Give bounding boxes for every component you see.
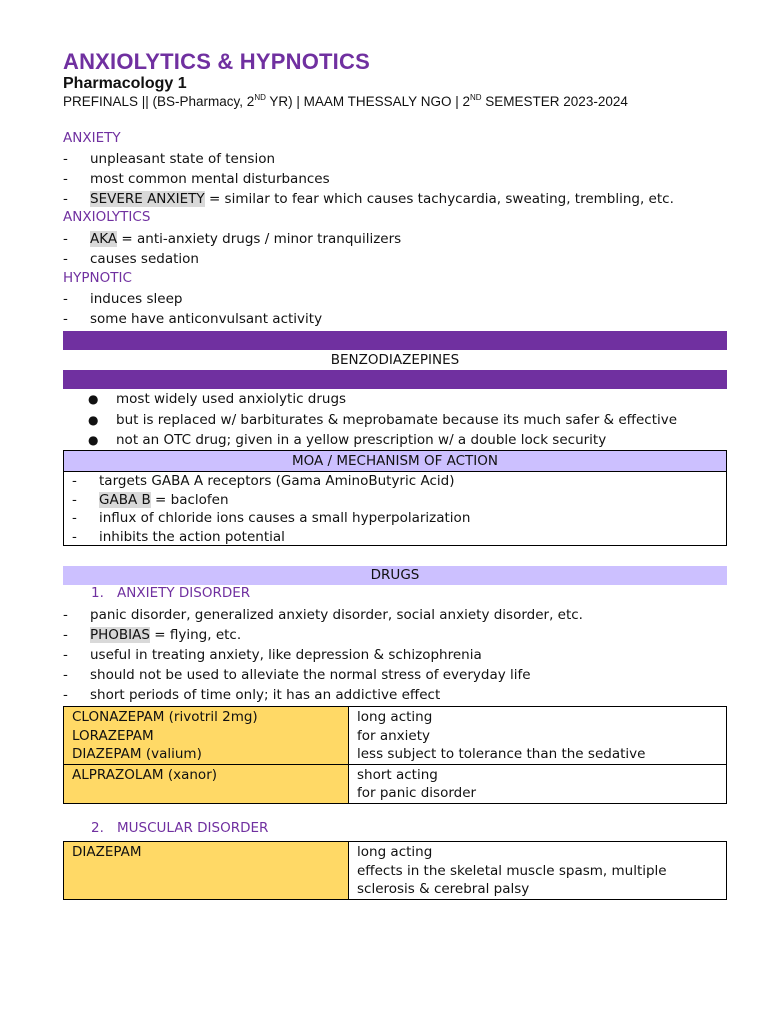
bullet-glyph: ● [88,392,99,406]
subsection-heading-muscular-disorder [91,820,268,836]
table-cell-drug [64,764,349,803]
anxiety-drugs-table [63,706,727,804]
list-item [63,229,401,249]
anxiolytics-list [63,229,401,269]
highlighted-term: PHOBIAS [90,627,150,643]
dash-glyph: - [63,311,68,327]
list-item [63,625,583,645]
list-item [63,645,583,665]
dash-glyph: - [63,231,68,247]
list-item-text: short periods of time only; it has an addictive effect [90,687,441,703]
dash-glyph: - [63,667,68,683]
hypnotic-list [63,289,322,329]
moa-heading: MOA / MECHANISM OF ACTION [64,451,726,472]
drug-note: for anxiety [357,727,431,744]
meta-text: YR) | MAAM THESSALY NGO | 2 [265,94,470,109]
list-item-text: = anti-anxiety drugs / minor tranquilizers [117,231,402,247]
drug-note: less subject to tolerance than the sedative [357,746,646,762]
document-subtitle: Pharmacology 1 [63,75,187,92]
list-item [88,389,677,410]
list-item-text: inhibits the action potential [99,528,285,545]
subsection-number: 1. [91,585,104,601]
benzodiazepines-bullets [88,389,677,451]
drug-note: for panic disorder [357,785,477,801]
drug-name: CLONAZEPAM (rivotril 2mg) [72,709,258,725]
subsection-label: MUSCULAR DISORDER [117,820,269,836]
list-item-text: useful in treating anxiety, like depression & schizophrenia [90,647,482,663]
section-heading-drugs: DRUGS [63,566,727,585]
table-cell-notes [349,842,727,900]
subsection-heading-anxiety-disorder [91,585,250,601]
dash-glyph: - [63,251,68,267]
anxiety-list [63,149,674,209]
list-item [63,685,583,705]
list-item-text: most common mental disturbances [90,171,330,187]
table-cell-drug [64,842,349,900]
drug-note: sclerosis & cerebral palsy [357,881,530,897]
drug-note: short acting [357,766,438,783]
drug-note: long acting [357,844,433,860]
dash-glyph: - [63,607,68,623]
table-row [64,764,727,803]
section-heading-hypnotic: HYPNOTIC [63,270,132,286]
highlighted-term: AKA [90,231,118,247]
dash-glyph: - [63,191,68,207]
table-cell-notes [349,707,727,765]
dash-glyph: - [63,687,68,703]
list-item [63,605,583,625]
anxiety-disorder-list [63,605,583,705]
highlighted-term: SEVERE ANXIETY [90,191,205,207]
subsection-number: 2. [91,820,104,836]
purple-divider-bottom [63,370,727,389]
list-item-text: causes sedation [90,251,199,267]
dash-glyph: - [72,510,77,526]
dash-glyph: - [63,151,68,167]
list-item-text: = baclofen [150,491,229,508]
list-item [88,430,677,451]
document-meta [63,93,628,109]
document-title: ANXIOLYTICS & HYPNOTICS [63,49,370,74]
list-item [63,309,322,329]
table-row [64,842,727,900]
list-item [72,509,726,528]
list-item-text: some have anticonvulsant activity [90,311,323,327]
list-item-text: should not be used to alleviate the normal stress of everyday life [90,667,531,683]
moa-list [64,472,726,546]
subsection-label: ANXIETY DISORDER [117,585,251,601]
list-item [63,169,674,189]
list-item-text: influx of chloride ions causes a small hyperpolarization [99,510,471,526]
list-item-text: but is replaced w/ barbiturates & meprobamate because its much safer & effective [116,411,678,428]
drug-note: long acting [357,709,433,725]
section-heading-anxiolytics: ANXIOLYTICS [63,209,151,225]
dash-glyph: - [72,528,77,545]
dash-glyph: - [72,473,77,489]
dash-glyph: - [63,291,68,307]
section-heading-benzodiazepines: BENZODIAZEPINES [330,352,460,368]
list-item-text: panic disorder, generalized anxiety disorder, social anxiety disorder, etc. [90,607,583,623]
list-item [72,472,726,491]
dash-glyph: - [72,491,77,508]
muscular-drugs-table [63,841,727,900]
dash-glyph: - [63,171,68,187]
moa-box [63,450,727,546]
list-item [72,528,726,547]
drug-name: DIAZEPAM (valium) [72,746,202,762]
list-item-text: not an OTC drug; given in a yellow prescription w/ a double lock security [116,432,607,448]
meta-sup: ND [469,93,482,102]
table-cell-notes [349,764,727,803]
dash-glyph: - [63,647,68,663]
table-cell-drug [64,707,349,765]
bullet-glyph: ● [88,412,99,427]
drug-name: LORAZEPAM [72,727,154,744]
list-item-text: most widely used anxiolytic drugs [116,391,347,407]
list-item-text: = similar to fear which causes tachycardia, sweating, trembling, etc. [204,191,674,207]
drug-name: DIAZEPAM [72,844,142,860]
table-row [64,707,727,765]
meta-text: PREFINALS || (BS-Pharmacy, 2 [63,94,255,109]
list-item-text: = flying, etc. [149,627,242,643]
list-item-text: induces sleep [90,291,183,307]
list-item [63,149,674,169]
drug-name: ALPRAZOLAM (xanor) [72,766,218,783]
list-item-text: targets GABA A receptors (Gama AminoButyric Acid) [99,473,455,489]
list-item [63,189,674,209]
list-item [63,289,322,309]
dash-glyph: - [63,627,68,643]
bullet-glyph: ● [88,433,99,447]
list-item [88,410,677,431]
meta-text: SEMESTER 2023-2024 [481,94,628,109]
meta-sup: ND [254,93,266,102]
list-item [72,491,726,510]
list-item-text: unpleasant state of tension [90,151,276,167]
purple-divider-top [63,331,727,350]
list-item [63,665,583,685]
list-item [63,249,401,269]
highlighted-term: GABA B [99,491,151,508]
section-heading-anxiety: ANXIETY [63,130,121,146]
drug-note: effects in the skeletal muscle spasm, multiple [357,862,667,879]
